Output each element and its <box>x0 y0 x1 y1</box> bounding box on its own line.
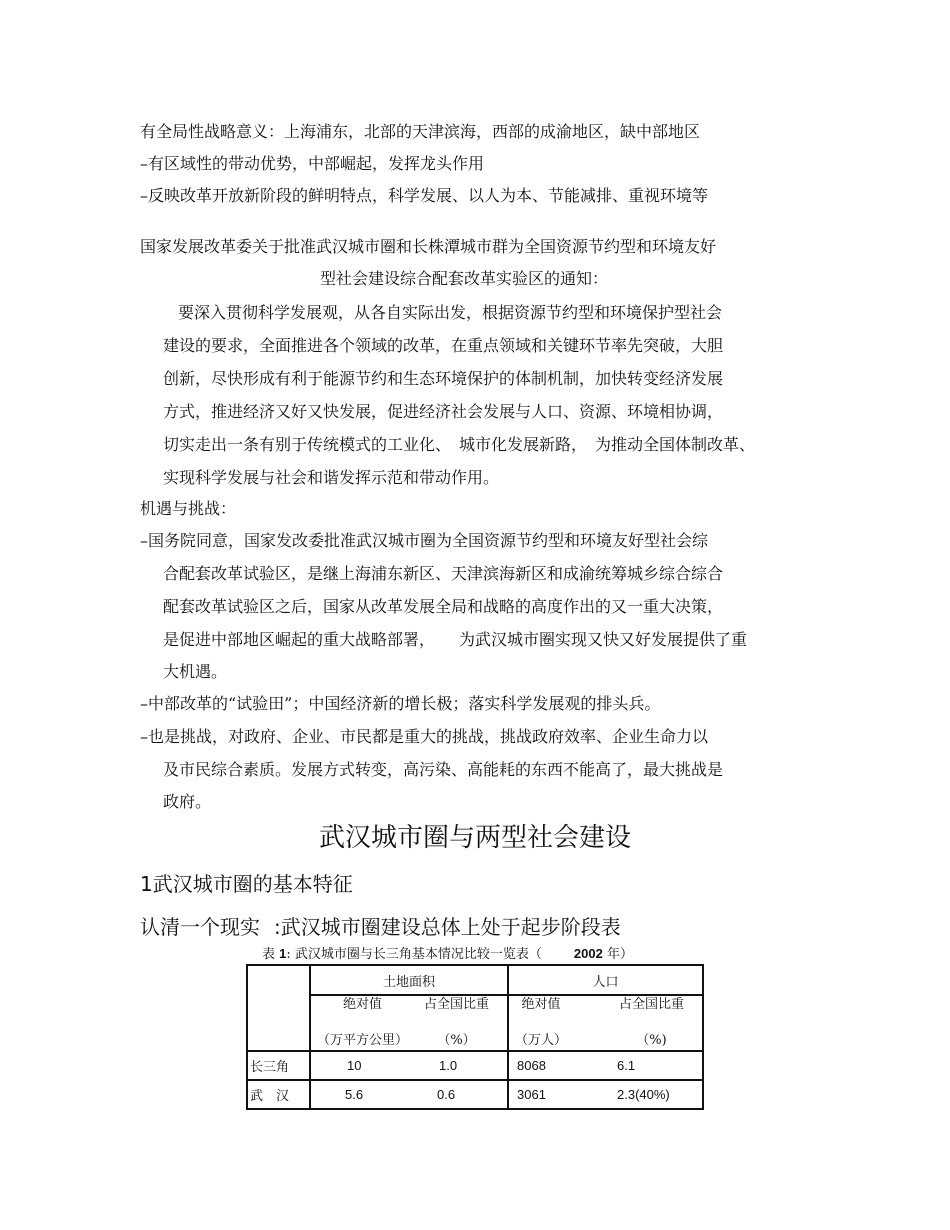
row-label: 武 汉 <box>247 1080 310 1109</box>
challenge-line-7: –也是挑战，对政府、企业、市民都是重大的挑战，挑战政府效率、企业生命力以 <box>140 727 709 746</box>
caption-text: : 武汉城市圈与长三角基本情况比较一览表（ <box>286 947 542 962</box>
land-abs-label: 绝对值 <box>343 997 383 1012</box>
pop-abs-unit: （万人） <box>515 1033 568 1048</box>
table-caption <box>262 945 633 964</box>
intro-line-2: –有区域性的带动优势，中部崛起，发挥龙头作用 <box>140 154 485 173</box>
land-pct-value: 1.0 <box>439 1058 458 1073</box>
notice-body-line-2: 建设的要求，全面推进各个领域的改革，在重点领域和关键环节率先突破，大胆 <box>163 336 724 355</box>
main-title: 武汉城市圈与两型社会建设 <box>318 823 631 853</box>
intro-line-3: –反映改革开放新阶段的鲜明特点，科学发展、以人为本、节能减排、重视环境等 <box>140 186 709 205</box>
header-population: 人口 <box>508 965 703 995</box>
challenge-line-8: 及市民综合素质。发展方式转变，高污染、高能耗的东西不能高了，最大挑战是 <box>163 760 724 779</box>
caption-prefix: 表 <box>262 947 276 962</box>
pop-pct-header <box>619 996 684 1050</box>
land-pct-header <box>424 996 489 1050</box>
pop-values <box>508 1080 703 1109</box>
pop-abs-header <box>515 996 567 1050</box>
pop-abs-value: 3061 <box>517 1087 546 1102</box>
pop-values <box>508 1051 703 1080</box>
table-row <box>247 1051 703 1080</box>
notice-body-line-1: 要深入贯彻科学发展观，从各自实际出发，根据资源节约型和环境保护型社会 <box>178 303 723 322</box>
subheading-part-1: 认清一个现实 <box>140 915 260 939</box>
table-row <box>247 1080 703 1109</box>
notice-title-line-1: 国家发展改革委关于批准武汉城市圈和长株潭城市群为全国资源节约型和环境友好 <box>140 237 717 256</box>
pop-abs-value: 8068 <box>517 1058 546 1073</box>
pop-pct-unit: （%) <box>636 1033 667 1048</box>
caption-number: 1 <box>279 946 287 961</box>
notice-title-line-2: 型社会建设综合配套改革实验区的通知： <box>320 269 609 288</box>
challenge-line-5: 大机遇。 <box>163 662 228 681</box>
notice-body-line-4: 方式，推进经济又好又快发展，促进经济社会发展与人口、资源、环境相协调， <box>163 402 724 421</box>
notice-body-line-5: 切实走出一条有别于传统模式的工业化、 城市化发展新路， 为推动全国体制改革、 <box>163 435 756 454</box>
header-land-area: 土地面积 <box>310 965 508 995</box>
pop-pct-label: 占全国比重 <box>618 997 684 1012</box>
notice-body-line-6: 实现科学发展与社会和谐发挥示范和带动作用。 <box>163 468 500 487</box>
land-abs-value: 5.6 <box>345 1087 364 1102</box>
subheading <box>140 913 621 941</box>
land-values <box>310 1080 508 1109</box>
pop-pct-value: 2.3(40%) <box>617 1087 670 1102</box>
land-abs-unit: （万平方公里） <box>317 1033 409 1048</box>
challenge-line-6: –中部改革的“试验田”；中国经济新的增长极；落实科学发展观的排头兵。 <box>140 694 661 713</box>
challenge-line-2: 合配套改革试验区，是继上海浦东新区、天津滨海新区和成渝统筹城乡综合综合 <box>163 564 724 583</box>
comparison-table <box>246 964 704 1110</box>
intro-line-1: 有全局性战略意义：上海浦东，北部的天津滨海，西部的成渝地区，缺中部地区 <box>140 122 701 141</box>
section-heading: 1武汉城市圈的基本特征 <box>140 872 353 896</box>
challenge-line-1: –国务院同意，国家发改委批准武汉城市圈为全国资源节约型和环境友好型社会综 <box>140 531 709 550</box>
land-values <box>310 1051 508 1080</box>
land-pct-value: 0.6 <box>437 1087 456 1102</box>
row-label: 长三角 <box>247 1051 310 1080</box>
pop-subheaders <box>508 995 703 1051</box>
caption-year: 2002 <box>573 946 603 961</box>
notice-body-line-3: 创新，尽快形成有利于能源节约和生态环境保护的体制机制，加快转变经济发展 <box>163 369 724 388</box>
challenge-heading: 机遇与挑战： <box>140 499 237 518</box>
challenge-line-3: 配套改革试验区之后，国家从改革发展全局和战略的高度作出的又一重大决策， <box>163 597 724 616</box>
land-pct-label: 占全国比重 <box>423 997 489 1012</box>
land-abs-value: 10 <box>347 1058 362 1073</box>
land-abs-header <box>317 996 408 1050</box>
land-subheaders <box>310 995 508 1051</box>
table-corner-cell <box>247 965 310 1051</box>
caption-suffix: 年） <box>606 947 633 962</box>
pop-pct-value: 6.1 <box>617 1058 636 1073</box>
subheading-part-2: :武汉城市圈建设总体上处于起步阶段表 <box>274 915 621 939</box>
challenge-line-4: 是促进中部地区崛起的重大战略部署， 为武汉城市圈实现又快又好发展提供了重 <box>163 630 748 649</box>
land-pct-unit: （%） <box>437 1033 476 1048</box>
challenge-line-9: 政府。 <box>163 792 212 811</box>
pop-abs-label: 绝对值 <box>521 997 561 1012</box>
